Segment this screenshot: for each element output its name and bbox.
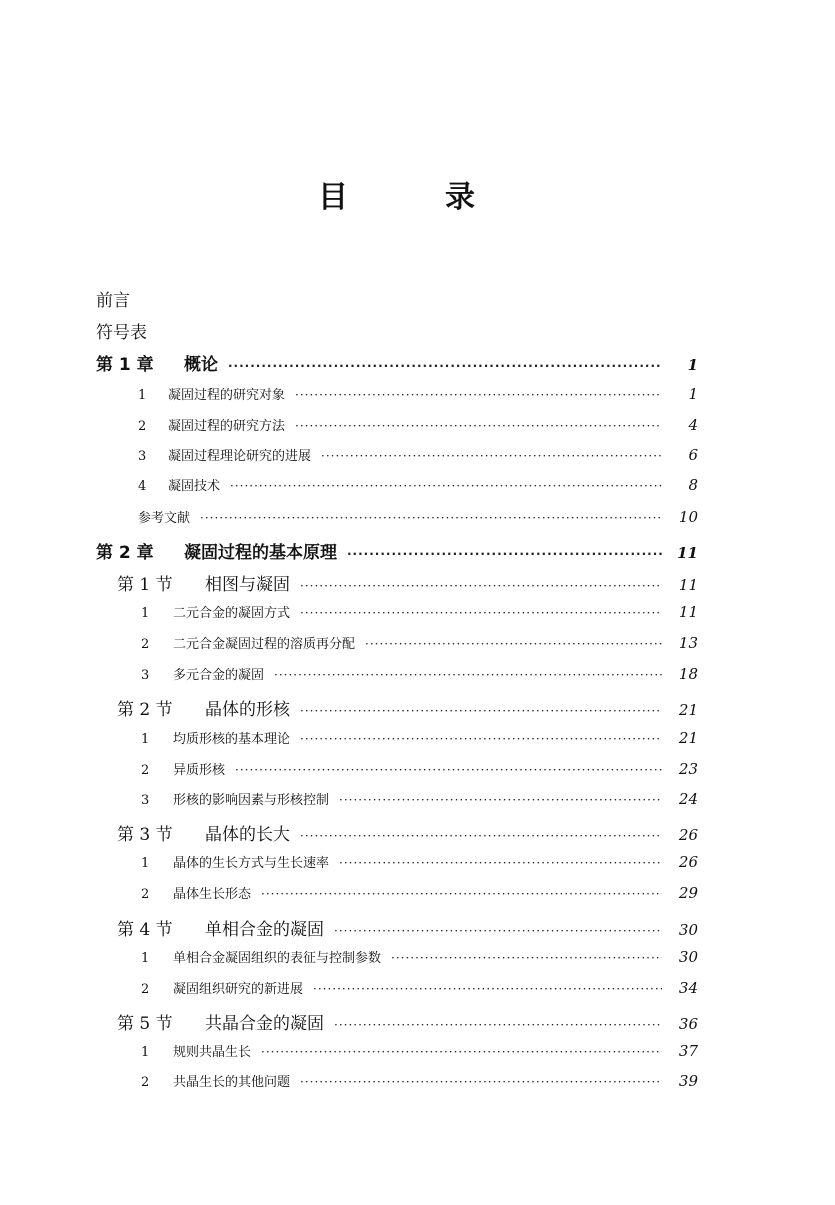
item-title: 二元合金的凝固方式 — [173, 606, 291, 621]
leader-dots — [391, 951, 662, 965]
item-number: 2 — [141, 887, 150, 902]
item-number: 2 — [141, 982, 150, 997]
leader-dots — [339, 856, 662, 870]
item-number: 2 — [138, 419, 147, 434]
section-title: 晶体的长大 — [205, 825, 290, 845]
page-number: 13 — [678, 634, 698, 652]
page-number: 39 — [678, 1072, 698, 1090]
toc-item[interactable] — [138, 415, 698, 434]
toc-section-4[interactable] — [117, 915, 698, 940]
page-number: 30 — [678, 948, 698, 966]
section-number: 第 2 节 — [117, 700, 173, 720]
leader-dots — [228, 359, 662, 373]
item-title: 晶体的生长方式与生长速率 — [173, 856, 330, 871]
toc-entry-preface[interactable]: 前言 — [96, 291, 130, 311]
toc-item[interactable] — [141, 789, 698, 808]
item-title: 异质形核 — [173, 763, 226, 778]
leader-dots — [300, 606, 662, 620]
page-number: 29 — [678, 884, 698, 902]
section-title: 晶体的形核 — [205, 700, 290, 720]
chapter-number: 第 1 章 — [96, 355, 154, 375]
leader-dots — [321, 449, 662, 463]
toc-references[interactable] — [138, 507, 698, 526]
page-number: 26 — [678, 826, 698, 844]
toc-item[interactable] — [141, 883, 698, 902]
leader-dots — [261, 1045, 662, 1059]
item-title: 共晶生长的其他问题 — [173, 1075, 291, 1090]
toc-item[interactable] — [138, 445, 698, 464]
page-number: 6 — [688, 446, 698, 464]
item-number: 2 — [141, 1075, 150, 1090]
chapter-number: 第 2 章 — [96, 543, 154, 563]
section-title: 相图与凝固 — [205, 575, 290, 595]
leader-dots — [200, 511, 662, 525]
page-number: 18 — [678, 665, 698, 683]
chapter-title: 凝固过程的基本原理 — [184, 543, 337, 563]
leader-dots — [300, 1075, 662, 1089]
item-number: 4 — [138, 479, 147, 494]
section-number: 第 1 节 — [117, 575, 173, 595]
leader-dots — [300, 579, 662, 593]
item-title: 二元合金凝固过程的溶质再分配 — [173, 637, 356, 652]
page-number: 23 — [678, 760, 698, 778]
leader-dots — [334, 1018, 662, 1032]
toc-item[interactable] — [141, 1041, 698, 1060]
chapter-title: 概论 — [184, 355, 218, 375]
item-number: 1 — [141, 951, 150, 966]
section-title: 共晶合金的凝固 — [205, 1014, 324, 1034]
page-number: 36 — [678, 1015, 698, 1033]
section-number: 第 3 节 — [117, 825, 173, 845]
page-number: 1 — [688, 385, 698, 403]
item-number: 3 — [141, 668, 150, 683]
toc-chapter-1[interactable] — [96, 350, 698, 375]
item-number: 1 — [141, 1045, 150, 1060]
toc-section-1[interactable] — [117, 570, 698, 595]
toc-item[interactable] — [141, 947, 698, 966]
item-number: 3 — [141, 793, 150, 808]
item-title: 凝固过程的研究对象 — [168, 388, 286, 403]
references-title: 参考文献 — [138, 511, 191, 526]
leader-dots — [339, 793, 662, 807]
item-title: 均质形核的基本理论 — [173, 732, 291, 747]
leader-dots — [300, 704, 662, 718]
page-number: 4 — [688, 416, 698, 434]
toc-item[interactable] — [141, 633, 698, 652]
leader-dots — [347, 547, 662, 561]
page-title — [0, 178, 835, 218]
section-number: 第 4 节 — [117, 920, 173, 940]
title-char-2: 录 — [445, 180, 475, 215]
toc-entry-symbols[interactable]: 符号表 — [96, 323, 147, 343]
leader-dots — [300, 829, 662, 843]
title-char-1: 目 — [318, 180, 348, 215]
leader-dots — [235, 763, 662, 777]
item-number: 2 — [141, 763, 150, 778]
page-number: 10 — [678, 508, 698, 526]
leader-dots — [295, 388, 662, 402]
leader-dots — [230, 479, 662, 493]
page-number: 21 — [678, 729, 698, 747]
toc-item[interactable] — [138, 475, 698, 494]
toc-item[interactable] — [141, 759, 698, 778]
item-title: 多元合金的凝固 — [173, 668, 265, 683]
page-number: 34 — [678, 979, 698, 997]
item-number: 2 — [141, 637, 150, 652]
item-number: 3 — [138, 449, 147, 464]
toc-section-2[interactable] — [117, 695, 698, 720]
page-number: 30 — [678, 921, 698, 939]
item-title: 凝固过程理论研究的进展 — [168, 449, 312, 464]
page-number: 8 — [688, 476, 698, 494]
leader-dots — [295, 419, 662, 433]
item-title: 凝固组织研究的新进展 — [173, 982, 304, 997]
item-number: 1 — [141, 856, 150, 871]
leader-dots — [313, 982, 662, 996]
toc-item[interactable] — [141, 978, 698, 997]
toc-item[interactable] — [141, 664, 698, 683]
page-number: 1 — [687, 356, 698, 374]
item-title: 凝固技术 — [168, 479, 221, 494]
section-title: 单相合金的凝固 — [205, 920, 324, 940]
page-number: 11 — [678, 603, 698, 621]
leader-dots — [300, 732, 662, 746]
toc-item[interactable] — [141, 852, 698, 871]
item-title: 规则共晶生长 — [173, 1045, 252, 1060]
page-number: 26 — [678, 853, 698, 871]
item-title: 凝固过程的研究方法 — [168, 419, 286, 434]
item-number: 1 — [141, 732, 150, 747]
toc-item[interactable] — [141, 1071, 698, 1090]
toc-item[interactable] — [141, 728, 698, 747]
leader-dots — [274, 668, 662, 682]
toc-section-5[interactable] — [117, 1009, 698, 1034]
page-number: 11 — [677, 544, 698, 562]
toc-chapter-2[interactable] — [96, 538, 698, 563]
item-number: 1 — [138, 388, 147, 403]
item-title: 晶体生长形态 — [173, 887, 252, 902]
toc-item[interactable] — [141, 602, 698, 621]
toc-item[interactable] — [138, 384, 698, 403]
toc-section-3[interactable] — [117, 820, 698, 845]
page-number: 37 — [678, 1042, 698, 1060]
leader-dots — [334, 924, 662, 938]
page-number: 21 — [678, 701, 698, 719]
leader-dots — [261, 887, 662, 901]
section-number: 第 5 节 — [117, 1014, 173, 1034]
page-number: 11 — [678, 576, 698, 594]
item-number: 1 — [141, 606, 150, 621]
leader-dots — [365, 637, 662, 651]
item-title: 形核的影响因素与形核控制 — [173, 793, 330, 808]
page-number: 24 — [678, 790, 698, 808]
item-title: 单相合金凝固组织的表征与控制参数 — [173, 951, 382, 966]
